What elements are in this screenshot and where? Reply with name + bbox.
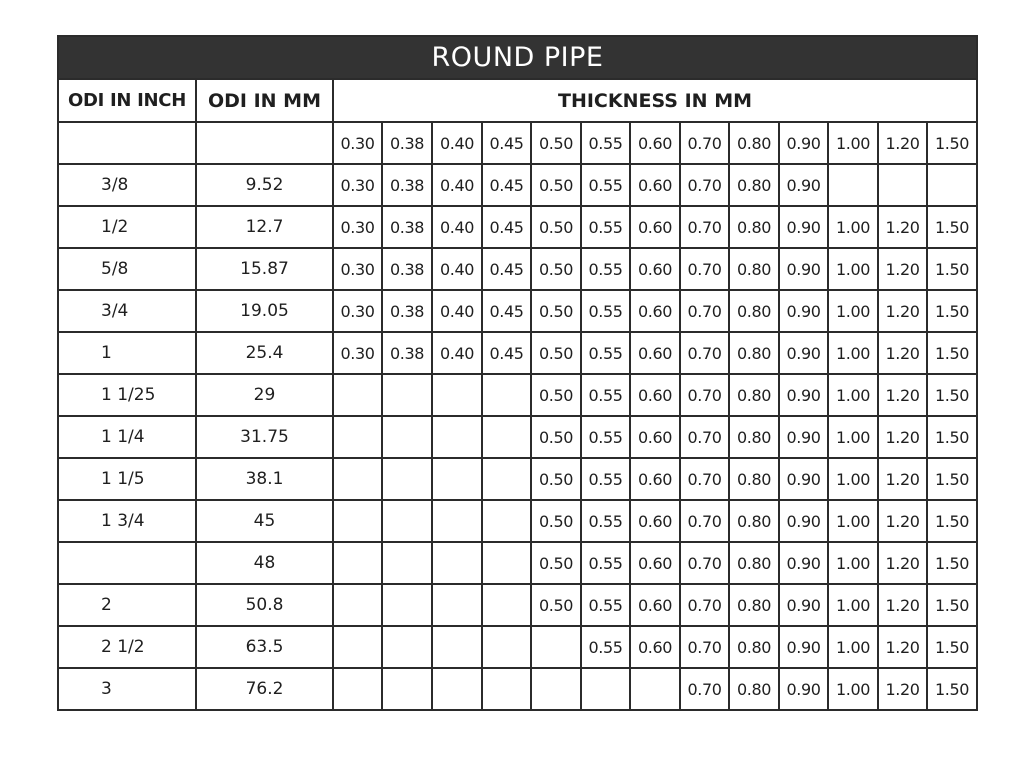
- thickness-cell: 0.60: [630, 248, 680, 290]
- thickness-cell: 0.38: [382, 248, 432, 290]
- odi-inch-cell: 5/8: [58, 248, 196, 290]
- odi-inch-cell: [58, 122, 196, 164]
- odi-inch-cell: [58, 542, 196, 584]
- odi-mm-cell: 9.52: [196, 164, 333, 206]
- thickness-cell: 1.50: [927, 122, 977, 164]
- odi-mm-cell: 29: [196, 374, 333, 416]
- thickness-cell: 0.45: [482, 332, 531, 374]
- thickness-cell: [482, 416, 531, 458]
- odi-mm-cell: 12.7: [196, 206, 333, 248]
- thickness-cell: 0.80: [729, 458, 779, 500]
- thickness-cell: 0.40: [432, 290, 482, 332]
- thickness-cell: 0.40: [432, 332, 482, 374]
- table-row: [58, 332, 977, 374]
- thickness-cell: 1.00: [828, 248, 878, 290]
- thickness-cell: 0.80: [729, 290, 779, 332]
- odi-inch-cell: 1 1/25: [58, 374, 196, 416]
- odi-mm-cell: 45: [196, 500, 333, 542]
- thickness-cell: 0.80: [729, 584, 779, 626]
- thickness-cell: 0.55: [581, 374, 630, 416]
- thickness-cell: 0.60: [630, 458, 680, 500]
- thickness-cell: 0.30: [333, 122, 382, 164]
- thickness-cell: 0.90: [779, 626, 828, 668]
- thickness-cell: [432, 542, 482, 584]
- thickness-cell: 0.80: [729, 668, 779, 710]
- table-row: [58, 374, 977, 416]
- thickness-cell: [333, 584, 382, 626]
- odi-inch-cell: 2 1/2: [58, 626, 196, 668]
- thickness-cell: [581, 668, 630, 710]
- thickness-cell: 0.80: [729, 206, 779, 248]
- thickness-cell: [382, 416, 432, 458]
- thickness-cell: 0.70: [680, 626, 729, 668]
- thickness-cell: 0.30: [333, 164, 382, 206]
- round-pipe-table: [57, 35, 978, 711]
- thickness-cell: 0.55: [581, 164, 630, 206]
- odi-mm-cell: 50.8: [196, 584, 333, 626]
- thickness-cell: 0.90: [779, 668, 828, 710]
- thickness-cell: [630, 668, 680, 710]
- thickness-cell: 0.90: [779, 416, 828, 458]
- thickness-cell: 1.20: [878, 542, 927, 584]
- thickness-cell: 0.70: [680, 584, 729, 626]
- thickness-cell: 1.50: [927, 542, 977, 584]
- thickness-cell: [482, 374, 531, 416]
- thickness-cell: 0.55: [581, 584, 630, 626]
- thickness-cell: 0.38: [382, 164, 432, 206]
- thickness-cell: [382, 500, 432, 542]
- thickness-cell: 1.50: [927, 206, 977, 248]
- thickness-cell: 0.55: [581, 248, 630, 290]
- thickness-cell: 0.50: [531, 374, 581, 416]
- thickness-cell: 1.00: [828, 668, 878, 710]
- thickness-cell: 0.70: [680, 374, 729, 416]
- thickness-cell: 0.55: [581, 542, 630, 584]
- thickness-cell: 0.60: [630, 626, 680, 668]
- thickness-cell: [531, 626, 581, 668]
- thickness-cell: 1.00: [828, 626, 878, 668]
- odi-inch-header: ODI IN INCH: [58, 79, 196, 122]
- thickness-cell: 0.70: [680, 332, 729, 374]
- thickness-cell: 0.90: [779, 542, 828, 584]
- thickness-cell: 0.50: [531, 122, 581, 164]
- thickness-cell: 0.55: [581, 416, 630, 458]
- thickness-cell: 0.50: [531, 332, 581, 374]
- thickness-cell: 1.00: [828, 542, 878, 584]
- thickness-cell: 0.80: [729, 374, 779, 416]
- thickness-cell: 1.20: [878, 626, 927, 668]
- odi-mm-cell: 31.75: [196, 416, 333, 458]
- odi-inch-cell: 3: [58, 668, 196, 710]
- thickness-cell: 1.20: [878, 458, 927, 500]
- thickness-cell: 0.70: [680, 206, 729, 248]
- thickness-cell: 1.20: [878, 584, 927, 626]
- thickness-cell: 0.50: [531, 290, 581, 332]
- thickness-cell: 0.50: [531, 458, 581, 500]
- thickness-cell: 0.70: [680, 458, 729, 500]
- odi-mm-cell: 15.87: [196, 248, 333, 290]
- thickness-cell: 1.20: [878, 500, 927, 542]
- thickness-cell: [482, 626, 531, 668]
- table-row: [58, 206, 977, 248]
- thickness-cell: 0.60: [630, 206, 680, 248]
- thickness-cell: 1.50: [927, 668, 977, 710]
- thickness-cell: 1.50: [927, 290, 977, 332]
- thickness-cell: 0.80: [729, 164, 779, 206]
- thickness-cell: [333, 668, 382, 710]
- thickness-cell: 1.00: [828, 458, 878, 500]
- table-row: [58, 290, 977, 332]
- odi-mm-cell: 48: [196, 542, 333, 584]
- thickness-cell: [482, 458, 531, 500]
- thickness-cell: 1.00: [828, 584, 878, 626]
- thickness-cell: [333, 542, 382, 584]
- thickness-cell: 0.45: [482, 164, 531, 206]
- table-row: [58, 542, 977, 584]
- odi-inch-cell: 3/8: [58, 164, 196, 206]
- table-row: [58, 122, 977, 164]
- thickness-header: THICKNESS IN MM: [333, 79, 977, 122]
- thickness-cell: [382, 458, 432, 500]
- table-row: [58, 500, 977, 542]
- thickness-cell: 0.70: [680, 122, 729, 164]
- thickness-cell: 0.60: [630, 542, 680, 584]
- thickness-cell: 0.70: [680, 668, 729, 710]
- thickness-cell: [482, 584, 531, 626]
- thickness-cell: 0.60: [630, 500, 680, 542]
- thickness-cell: 0.40: [432, 122, 482, 164]
- thickness-cell: 1.20: [878, 206, 927, 248]
- thickness-cell: 1.50: [927, 248, 977, 290]
- thickness-cell: 0.50: [531, 248, 581, 290]
- thickness-cell: 0.55: [581, 458, 630, 500]
- thickness-cell: [382, 668, 432, 710]
- thickness-cell: 0.40: [432, 206, 482, 248]
- thickness-cell: 1.00: [828, 374, 878, 416]
- thickness-cell: 1.50: [927, 458, 977, 500]
- thickness-cell: 0.80: [729, 500, 779, 542]
- thickness-cell: 1.20: [878, 374, 927, 416]
- thickness-cell: 0.80: [729, 332, 779, 374]
- odi-mm-cell: 76.2: [196, 668, 333, 710]
- thickness-cell: 0.50: [531, 206, 581, 248]
- thickness-cell: 0.55: [581, 626, 630, 668]
- odi-inch-cell: 3/4: [58, 290, 196, 332]
- thickness-cell: [382, 374, 432, 416]
- thickness-cell: 0.90: [779, 500, 828, 542]
- thickness-cell: [382, 542, 432, 584]
- thickness-cell: 0.70: [680, 542, 729, 584]
- thickness-cell: 0.50: [531, 500, 581, 542]
- thickness-cell: 0.50: [531, 542, 581, 584]
- thickness-cell: 0.50: [531, 584, 581, 626]
- table-row: [58, 668, 977, 710]
- thickness-cell: 0.55: [581, 332, 630, 374]
- header-row: [58, 79, 977, 122]
- thickness-cell: 0.70: [680, 290, 729, 332]
- thickness-cell: 0.70: [680, 248, 729, 290]
- thickness-cell: 1.20: [878, 290, 927, 332]
- thickness-cell: 0.55: [581, 500, 630, 542]
- odi-mm-cell: [196, 122, 333, 164]
- thickness-cell: 0.40: [432, 248, 482, 290]
- thickness-cell: 0.80: [729, 626, 779, 668]
- thickness-cell: [878, 164, 927, 206]
- thickness-cell: 0.38: [382, 206, 432, 248]
- thickness-cell: 1.50: [927, 374, 977, 416]
- odi-inch-cell: 1/2: [58, 206, 196, 248]
- thickness-cell: 1.20: [878, 122, 927, 164]
- table-row: [58, 164, 977, 206]
- thickness-cell: [828, 164, 878, 206]
- thickness-cell: [432, 416, 482, 458]
- thickness-cell: 0.90: [779, 164, 828, 206]
- table-row: [58, 458, 977, 500]
- table-row: [58, 626, 977, 668]
- table-row: [58, 248, 977, 290]
- odi-mm-header: ODI IN MM: [196, 79, 333, 122]
- thickness-cell: 1.20: [878, 332, 927, 374]
- thickness-cell: 0.45: [482, 248, 531, 290]
- odi-mm-cell: 38.1: [196, 458, 333, 500]
- thickness-cell: 0.90: [779, 290, 828, 332]
- thickness-cell: [927, 164, 977, 206]
- odi-inch-cell: 1: [58, 332, 196, 374]
- thickness-cell: 0.50: [531, 164, 581, 206]
- title-row: [58, 36, 977, 79]
- thickness-cell: 1.00: [828, 122, 878, 164]
- thickness-cell: [333, 500, 382, 542]
- thickness-cell: 1.00: [828, 416, 878, 458]
- thickness-cell: 0.45: [482, 206, 531, 248]
- thickness-cell: 0.70: [680, 416, 729, 458]
- thickness-cell: 0.80: [729, 416, 779, 458]
- thickness-cell: [333, 626, 382, 668]
- odi-inch-cell: 1 1/5: [58, 458, 196, 500]
- thickness-cell: 1.20: [878, 668, 927, 710]
- thickness-cell: [382, 626, 432, 668]
- thickness-cell: 1.20: [878, 416, 927, 458]
- thickness-cell: 0.45: [482, 290, 531, 332]
- table-title: ROUND PIPE: [58, 36, 977, 79]
- thickness-cell: 1.50: [927, 416, 977, 458]
- thickness-cell: [432, 584, 482, 626]
- odi-mm-cell: 63.5: [196, 626, 333, 668]
- thickness-cell: 0.60: [630, 164, 680, 206]
- thickness-cell: 0.55: [581, 290, 630, 332]
- thickness-cell: [482, 668, 531, 710]
- thickness-cell: 0.30: [333, 290, 382, 332]
- thickness-cell: 0.90: [779, 206, 828, 248]
- thickness-cell: 0.90: [779, 332, 828, 374]
- thickness-cell: 0.60: [630, 122, 680, 164]
- thickness-cell: 0.70: [680, 500, 729, 542]
- thickness-cell: 0.38: [382, 332, 432, 374]
- thickness-cell: 0.30: [333, 332, 382, 374]
- thickness-cell: 0.90: [779, 458, 828, 500]
- odi-inch-cell: 1 3/4: [58, 500, 196, 542]
- thickness-cell: [333, 458, 382, 500]
- thickness-cell: 0.90: [779, 122, 828, 164]
- thickness-cell: 1.20: [878, 248, 927, 290]
- thickness-cell: [333, 374, 382, 416]
- thickness-cell: 0.60: [630, 416, 680, 458]
- odi-inch-cell: 1 1/4: [58, 416, 196, 458]
- thickness-cell: [482, 500, 531, 542]
- thickness-cell: 0.80: [729, 248, 779, 290]
- thickness-cell: 1.00: [828, 206, 878, 248]
- thickness-cell: [432, 500, 482, 542]
- thickness-cell: 1.50: [927, 500, 977, 542]
- thickness-cell: 0.50: [531, 416, 581, 458]
- thickness-cell: 0.30: [333, 248, 382, 290]
- odi-inch-cell: 2: [58, 584, 196, 626]
- thickness-cell: 0.60: [630, 584, 680, 626]
- thickness-cell: 1.00: [828, 290, 878, 332]
- thickness-cell: [333, 416, 382, 458]
- thickness-cell: [432, 374, 482, 416]
- thickness-cell: 0.90: [779, 584, 828, 626]
- thickness-cell: 1.50: [927, 584, 977, 626]
- thickness-cell: 0.38: [382, 290, 432, 332]
- thickness-cell: 0.60: [630, 290, 680, 332]
- thickness-cell: [531, 668, 581, 710]
- thickness-cell: [432, 668, 482, 710]
- odi-mm-cell: 25.4: [196, 332, 333, 374]
- thickness-cell: 0.90: [779, 374, 828, 416]
- thickness-cell: [382, 584, 432, 626]
- thickness-cell: 0.60: [630, 374, 680, 416]
- thickness-cell: 1.00: [828, 332, 878, 374]
- thickness-cell: 1.00: [828, 500, 878, 542]
- thickness-cell: 0.80: [729, 542, 779, 584]
- thickness-cell: 1.50: [927, 332, 977, 374]
- thickness-cell: 0.40: [432, 164, 482, 206]
- table-row: [58, 416, 977, 458]
- thickness-cell: 0.60: [630, 332, 680, 374]
- thickness-cell: 0.70: [680, 164, 729, 206]
- thickness-cell: 1.50: [927, 626, 977, 668]
- thickness-cell: 0.38: [382, 122, 432, 164]
- thickness-cell: [482, 542, 531, 584]
- thickness-cell: 0.90: [779, 248, 828, 290]
- thickness-cell: 0.45: [482, 122, 531, 164]
- thickness-cell: 0.55: [581, 122, 630, 164]
- thickness-cell: [432, 458, 482, 500]
- thickness-cell: 0.30: [333, 206, 382, 248]
- table-body: [58, 122, 977, 710]
- table-row: [58, 584, 977, 626]
- thickness-cell: 0.55: [581, 206, 630, 248]
- thickness-cell: 0.80: [729, 122, 779, 164]
- odi-mm-cell: 19.05: [196, 290, 333, 332]
- thickness-cell: [432, 626, 482, 668]
